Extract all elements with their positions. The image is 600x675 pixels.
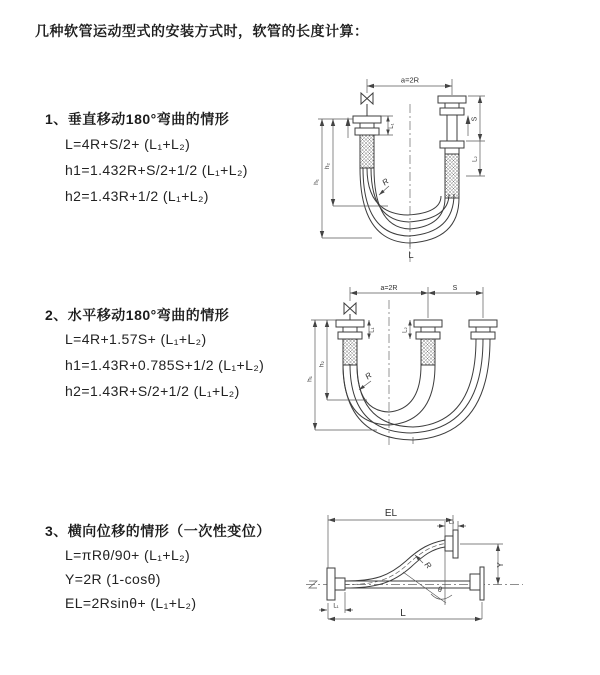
dim-l1	[319, 592, 353, 613]
left-fitting	[336, 320, 364, 365]
dim-l2	[437, 520, 466, 537]
dim-label-h1: h₁	[306, 376, 314, 382]
section-3-formula-y: Y=2R (1-cosθ)	[65, 571, 161, 587]
radius-annotation	[415, 555, 433, 571]
dim-label-l: L	[400, 608, 406, 619]
diagram-vertical-movement-180	[310, 66, 595, 266]
dim-label-l: L	[408, 250, 414, 261]
section-3-formula-l: L=πRθ/90+ (L₁+L₂)	[65, 547, 191, 563]
section-2-heading: 2、水平移动180°弯曲的情形	[45, 307, 230, 323]
braid-section	[421, 339, 435, 365]
dim-l	[328, 602, 482, 621]
dim-l2	[403, 320, 412, 339]
dim-el	[328, 508, 453, 571]
section-2-formula-l: L=4R+1.57S+ (L₁+L₂)	[65, 331, 207, 347]
middle-fitting	[414, 320, 442, 365]
section-1-formula-l: L=4R+S/2+ (L₁+L₂)	[65, 136, 191, 152]
straight-tube	[345, 567, 484, 600]
dim-label-l2: L₂	[402, 327, 409, 333]
dim-label-theta: θ	[438, 587, 442, 594]
dim-label-el: EL	[384, 508, 398, 519]
section-3-heading: 3、横向位移的情形（一次性变位）	[45, 523, 271, 539]
dim-a2r	[367, 76, 452, 96]
right-fitting	[469, 320, 497, 339]
dim-a2r	[350, 285, 483, 318]
dim-label-l2: L₂	[448, 519, 455, 526]
right-fitting	[438, 96, 466, 198]
braid-section	[445, 154, 459, 198]
section-1-heading: 1、垂直移动180°弯曲的情形	[45, 111, 230, 127]
angle-annotation	[403, 551, 452, 605]
dim-label-h2: h₂	[324, 162, 331, 170]
dim-label-a2r: a=2R	[380, 285, 398, 292]
hose-curves	[360, 168, 459, 243]
dim-label-y: Y	[496, 562, 505, 568]
dim-label-r: R	[422, 560, 434, 571]
dim-label-s: S	[471, 116, 479, 122]
valve-icon	[344, 303, 356, 320]
dim-label-r: R	[380, 176, 391, 188]
section-1-formula-h2: h2=1.43R+1/2 (L₁+L₂)	[65, 188, 209, 204]
radius-annotation	[379, 177, 391, 195]
dim-l2	[466, 141, 485, 176]
dim-label-s: S	[452, 285, 458, 292]
valve-icon	[361, 93, 373, 116]
radius-annotation	[359, 371, 374, 390]
section-1-formula-h1: h1=1.432R+S/2+1/2 (L₁+L₂)	[65, 162, 248, 178]
dim-l1	[367, 320, 375, 339]
dim-s	[428, 285, 483, 295]
braid-section	[343, 339, 357, 365]
dim-label-l1: L₁	[333, 603, 339, 610]
page-title: 几种软管运动型式的安装方式时，软管的长度计算：	[35, 23, 369, 39]
dim-l	[408, 238, 413, 261]
left-flange	[327, 568, 345, 600]
displaced-hose	[345, 530, 458, 588]
braid-section	[360, 135, 374, 168]
section-3-formula-el: EL=2Rsinθ+ (L₁+L₂)	[65, 595, 197, 611]
dim-label-a2r: a=2R	[400, 75, 420, 85]
diagram-horizontal-movement-180	[305, 278, 600, 463]
dim-label-l1: L₁	[389, 123, 395, 129]
section-2-formula-h2: h2=1.43R+S/2+1/2 (L₁+L₂)	[65, 383, 240, 399]
dim-label-h1: h₁	[313, 179, 320, 185]
hose-curves	[343, 339, 490, 444]
dim-label-r: R	[363, 370, 374, 382]
left-fitting	[353, 116, 381, 168]
section-2-formula-h1: h1=1.43R+0.785S+1/2 (L₁+L₂)	[65, 357, 265, 373]
dim-label-l1: L₁	[369, 327, 376, 333]
dim-label-l2: L₂	[472, 156, 479, 162]
diagram-lateral-displacement	[298, 497, 598, 645]
dim-label-h2: h₂	[318, 360, 326, 368]
